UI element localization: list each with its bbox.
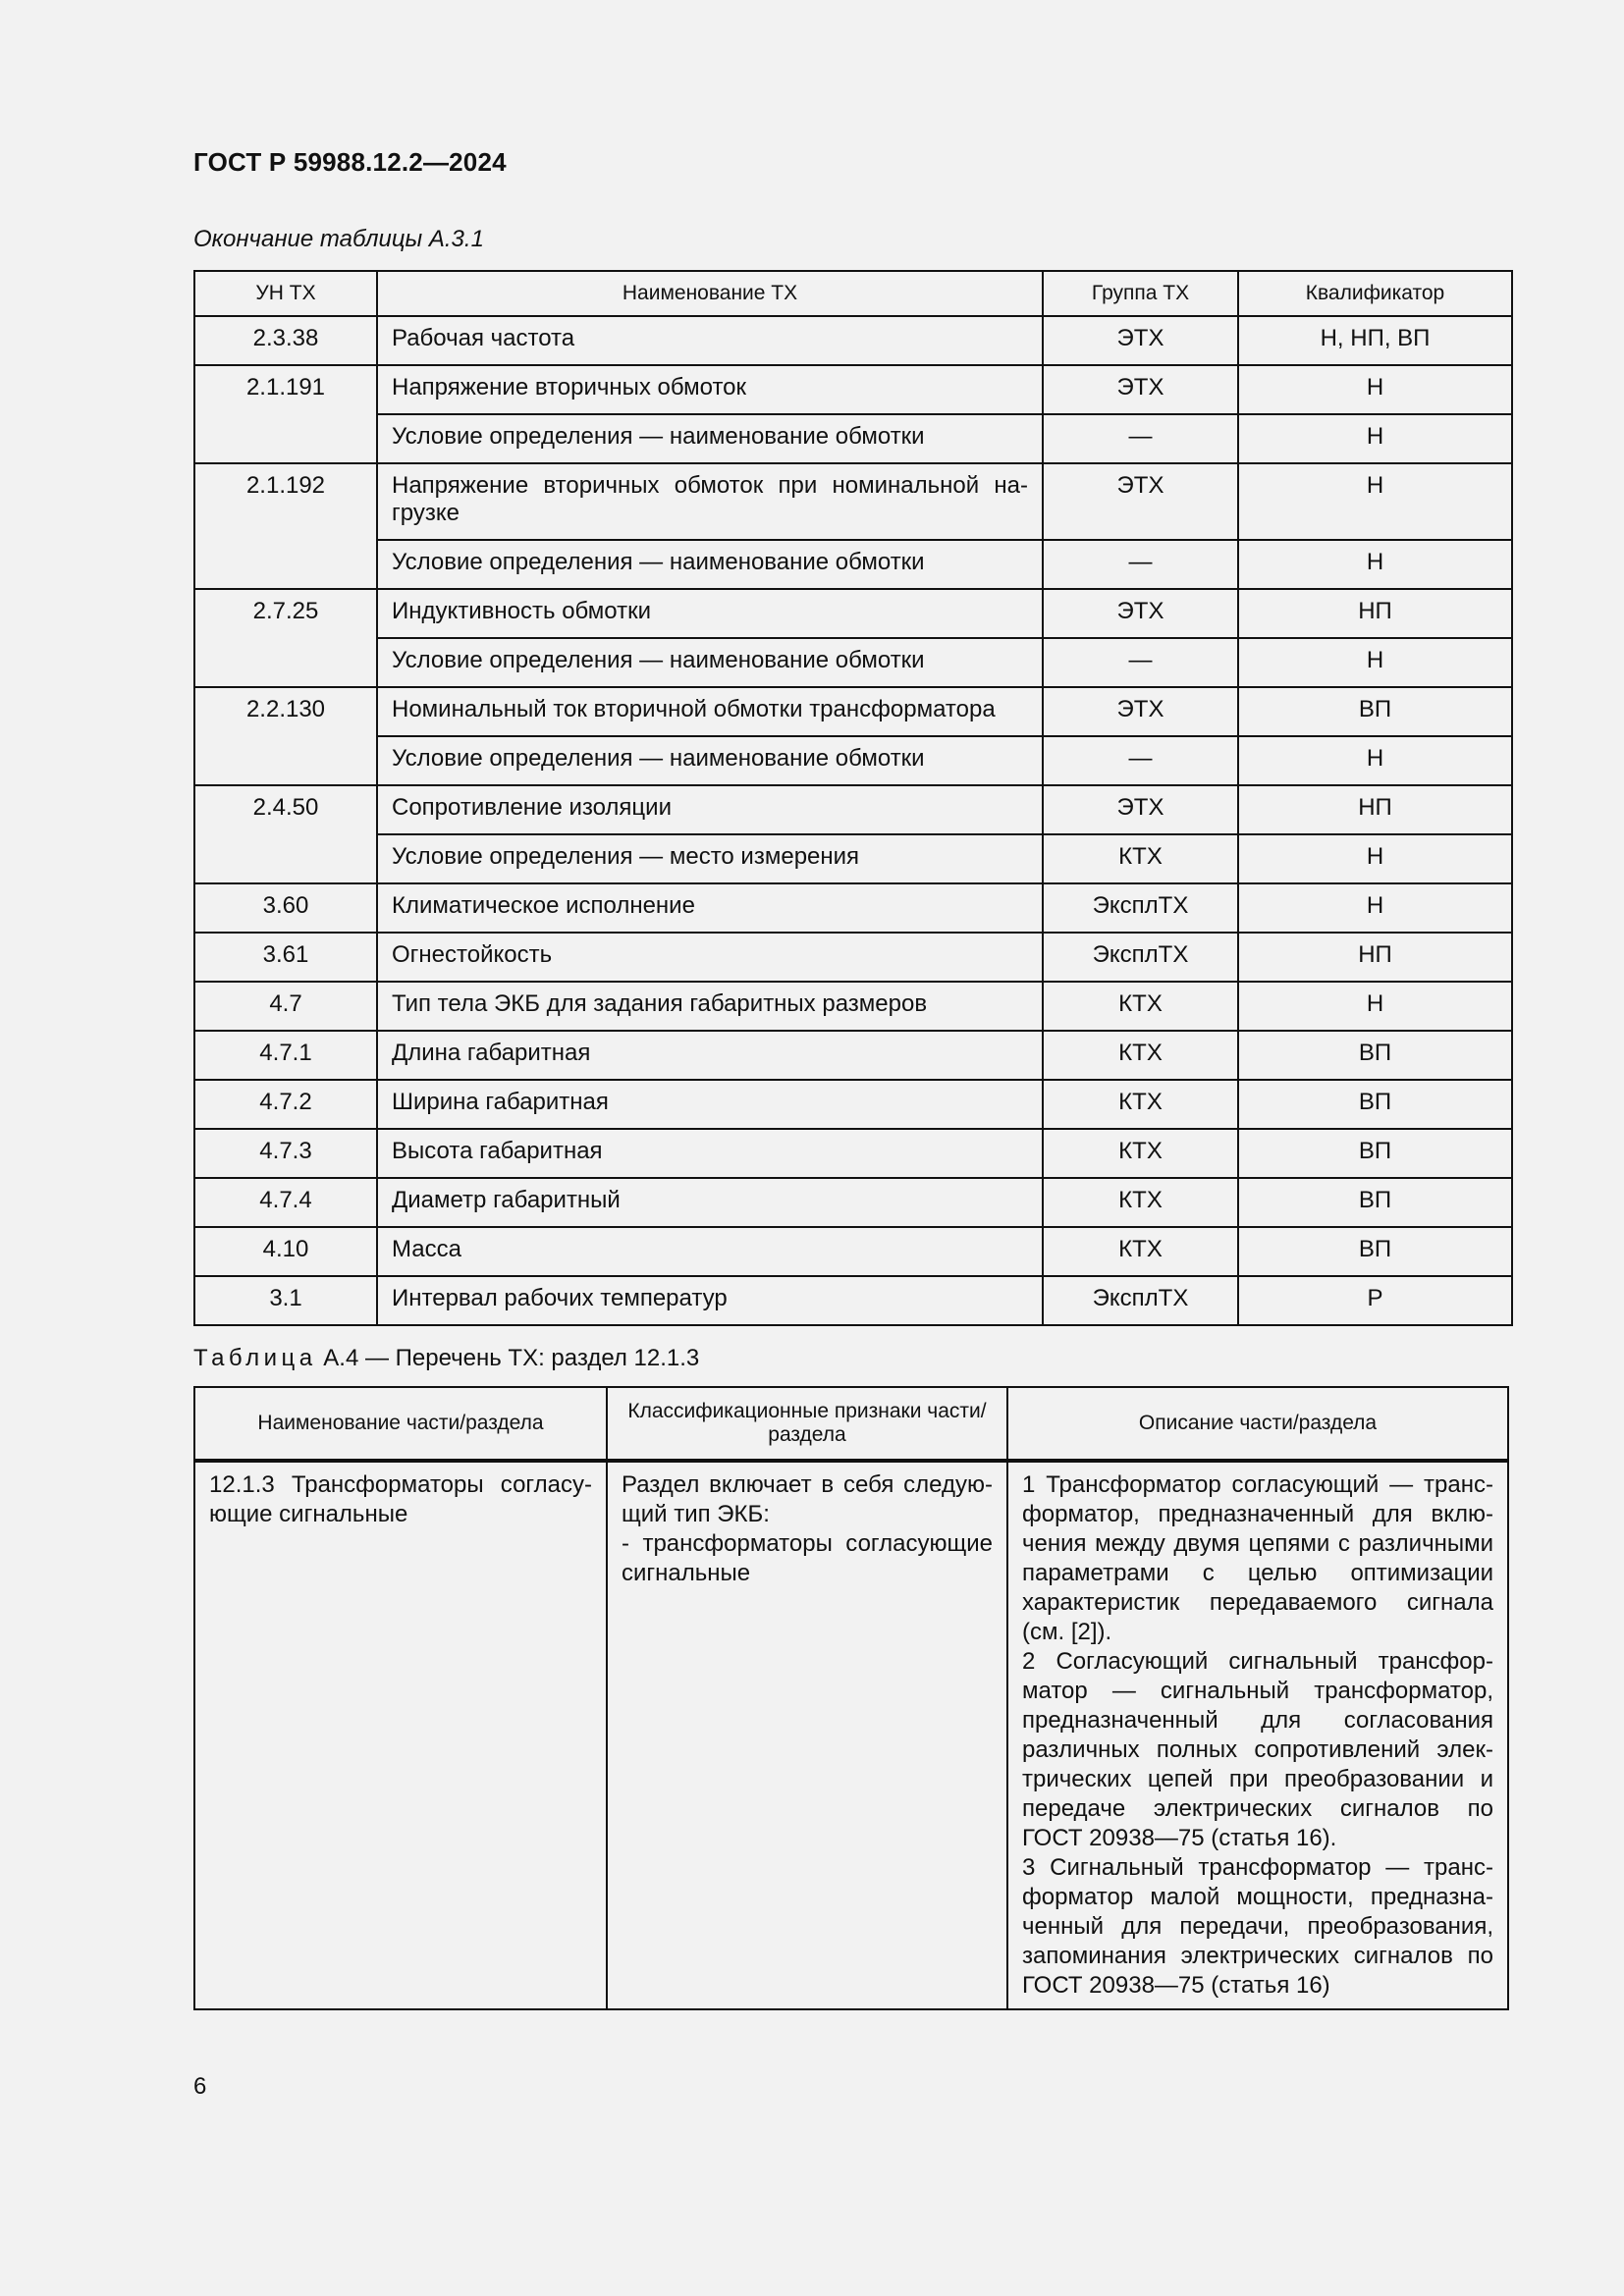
table2-caption-text: А.4 — Перечень ТХ: раздел 12.1.3 [323,1345,700,1371]
table-row [194,589,1512,638]
cell-un: 2.4.50 [194,785,377,883]
table-a-4 [193,1386,1509,2010]
cell-name: Условие определения — наименование обмотки [377,414,1043,463]
description-paragraph: 2 Согласующий сигнальный трансформатор — сигнальный трансформатор, предназначенный для согласования различных полных сопротивлений электрических цепей при преобразовании и передаче электрических сигналов по ГОСТ 20938—75 (статья 16). [1022,1648,1493,1851]
cell-group: ЭТХ [1043,316,1238,365]
table-row [194,982,1512,1031]
cell-qualifier: ВП [1238,1129,1512,1178]
cell-qualifier: Н [1238,982,1512,1031]
cell-name: Высота габаритная [377,1129,1043,1178]
cell-name: Длина габаритная [377,1031,1043,1080]
table-row [194,1461,1508,2009]
table-row [194,1178,1512,1227]
cell-group: КТХ [1043,982,1238,1031]
cell-part-name: 12.1.3 Трансформаторы согласующие сигнальные [194,1461,607,2009]
cell-group: КТХ [1043,834,1238,883]
cell-un: 4.7.4 [194,1178,377,1227]
cell-un: 4.7.3 [194,1129,377,1178]
cell-group: ЭТХ [1043,589,1238,638]
table-row [194,638,1512,687]
cell-group: ЭТХ [1043,785,1238,834]
classification-line: - трансформаторы согласующие сигнальные [622,1530,993,1586]
description-paragraph: 3 Сигнальный трансформатор — трансформатор малой мощности, предназначенный для передачи, преобразования, запоминания электрических сигналов по ГОСТ 20938—75 (статья 16) [1022,1854,1493,1999]
cell-name: Ширина габаритная [377,1080,1043,1129]
cell-name: Масса [377,1227,1043,1276]
cell-name: Климатическое исполнение [377,883,1043,933]
col-header-part-name: Наименование части/раздела [194,1387,607,1461]
cell-qualifier: ВП [1238,1227,1512,1276]
table-row [194,1276,1512,1325]
cell-qualifier: Р [1238,1276,1512,1325]
cell-group: ЭксплТХ [1043,883,1238,933]
cell-qualifier: ВП [1238,1031,1512,1080]
table-header-row [194,271,1512,316]
table2-caption-label: Таблица [193,1345,317,1371]
cell-group: ЭТХ [1043,463,1238,540]
cell-qualifier: Н [1238,883,1512,933]
cell-group: — [1043,540,1238,589]
cell-qualifier: Н [1238,463,1512,540]
col-header-classification: Классификационные признаки части/раздела [607,1387,1007,1461]
col-header-group: Группа ТХ [1043,271,1238,316]
page-number: 6 [193,2073,207,2100]
cell-un: 3.60 [194,883,377,933]
table-row [194,540,1512,589]
table-row [194,883,1512,933]
table-row [194,365,1512,414]
col-header-un: УН ТХ [194,271,377,316]
description-paragraph: 1 Трансформатор согласующий — трансформатор, предназначенный для включения между двумя цепями с различными параметрами с целью оптимизации характеристик передаваемого сигнала (см. [2]). [1022,1471,1493,1645]
cell-qualifier: Н [1238,834,1512,883]
cell-un: 4.7.2 [194,1080,377,1129]
cell-name: Индуктивность обмотки [377,589,1043,638]
cell-un: 4.10 [194,1227,377,1276]
cell-group: КТХ [1043,1227,1238,1276]
cell-classification [607,1461,1007,2009]
cell-un: 2.3.38 [194,316,377,365]
col-header-description: Описание части/раздела [1007,1387,1508,1461]
cell-group: — [1043,736,1238,785]
table-row [194,1031,1512,1080]
classification-line: Раздел включает в себя следующий тип ЭКБ: [622,1471,993,1527]
table2-caption [193,1345,699,1372]
cell-name: Условие определения — место измерения [377,834,1043,883]
cell-name: Тип тела ЭКБ для задания габаритных размеров [377,982,1043,1031]
table-row [194,1227,1512,1276]
cell-un: 3.1 [194,1276,377,1325]
col-header-name: Наименование ТХ [377,271,1043,316]
cell-qualifier: НП [1238,785,1512,834]
cell-qualifier: Н [1238,736,1512,785]
cell-un: 4.7.1 [194,1031,377,1080]
cell-group: КТХ [1043,1129,1238,1178]
cell-qualifier: Н [1238,540,1512,589]
cell-name: Номинальный ток вторичной обмотки трансформатора [377,687,1043,736]
cell-name: Условие определения — наименование обмотки [377,540,1043,589]
cell-qualifier: ВП [1238,1080,1512,1129]
col-header-qualifier: Квалификатор [1238,271,1512,316]
table-row [194,834,1512,883]
cell-name: Огнестойкость [377,933,1043,982]
table-row [194,933,1512,982]
table-row [194,463,1512,540]
table-row [194,785,1512,834]
cell-name: Диаметр габаритный [377,1178,1043,1227]
cell-un: 3.61 [194,933,377,982]
cell-un: 2.7.25 [194,589,377,687]
cell-name: Напряжение вторичных обмоток [377,365,1043,414]
cell-qualifier: Н [1238,414,1512,463]
cell-qualifier: ВП [1238,687,1512,736]
table-row [194,414,1512,463]
table-a-3-1 [193,270,1513,1326]
cell-un: 2.2.130 [194,687,377,785]
document-header: ГОСТ Р 59988.12.2—2024 [193,147,507,177]
table1-caption: Окончание таблицы А.3.1 [193,226,484,252]
cell-qualifier: НП [1238,933,1512,982]
cell-group: ЭксплТХ [1043,933,1238,982]
cell-name: Сопротивление изоляции [377,785,1043,834]
table-row [194,316,1512,365]
cell-name: Условие определения — наименование обмотки [377,638,1043,687]
table-row [194,736,1512,785]
cell-un: 2.1.192 [194,463,377,589]
cell-qualifier: Н [1238,365,1512,414]
cell-qualifier: ВП [1238,1178,1512,1227]
cell-name: Рабочая частота [377,316,1043,365]
cell-group: ЭТХ [1043,687,1238,736]
cell-group: ЭТХ [1043,365,1238,414]
table-header-row [194,1387,1508,1461]
cell-group: — [1043,414,1238,463]
table-row [194,1129,1512,1178]
cell-qualifier: Н [1238,638,1512,687]
table-row [194,687,1512,736]
cell-group: КТХ [1043,1178,1238,1227]
table-row [194,1080,1512,1129]
cell-name: Напряжение вторичных обмоток при номинальной нагрузке [377,463,1043,540]
cell-name: Интервал рабочих температур [377,1276,1043,1325]
cell-group: — [1043,638,1238,687]
cell-qualifier: Н, НП, ВП [1238,316,1512,365]
cell-group: КТХ [1043,1031,1238,1080]
cell-un: 4.7 [194,982,377,1031]
cell-qualifier: НП [1238,589,1512,638]
cell-group: КТХ [1043,1080,1238,1129]
cell-name: Условие определения — наименование обмотки [377,736,1043,785]
cell-group: ЭксплТХ [1043,1276,1238,1325]
cell-un: 2.1.191 [194,365,377,463]
cell-description [1007,1461,1508,2009]
